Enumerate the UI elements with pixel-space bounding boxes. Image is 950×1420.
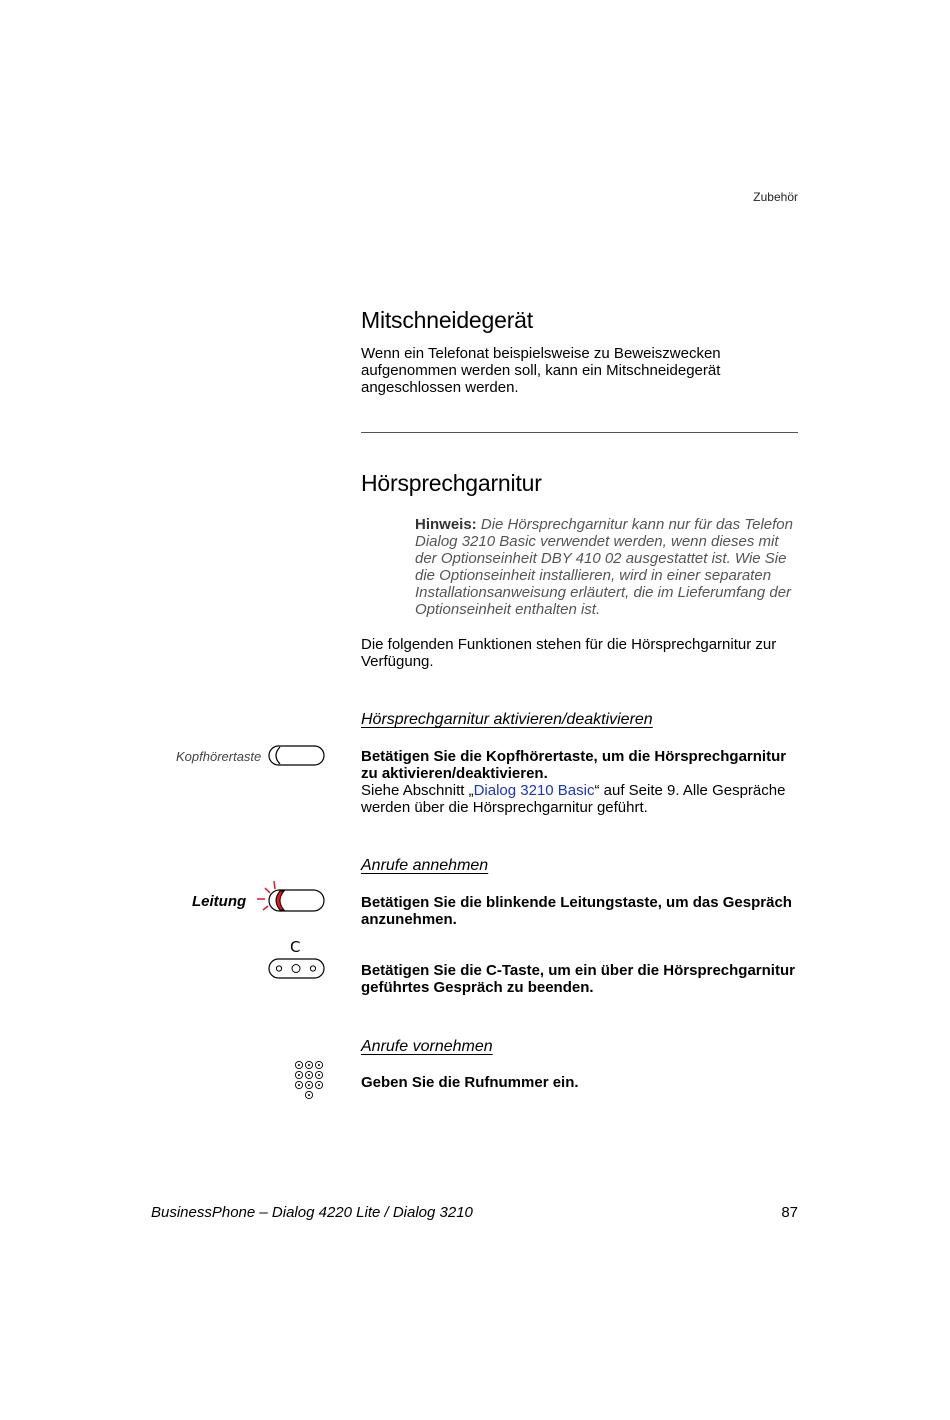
- headset-key-label: Kopfhörertaste: [176, 749, 262, 764]
- keypad-icon[interactable]: [294, 1060, 328, 1104]
- page-number: 87: [781, 1204, 798, 1221]
- mitschneide-paragraph: Wenn ein Telefonat beispielsweise zu Beweiszwecken aufgenommen werden soll, kann ein Mitschneidegerät angeschlossen werden.: [361, 345, 721, 396]
- c-key-caption: C: [290, 938, 301, 956]
- headset-key-icon[interactable]: [268, 745, 326, 767]
- activate-reference: [361, 782, 801, 816]
- line-key-blinking-icon[interactable]: [254, 880, 328, 916]
- line-key-label: Leitung: [192, 893, 247, 910]
- reference-suffix: “ auf Seite 9. Alle Gespräche werden über die Hörsprechgarnitur geführt.: [361, 782, 786, 816]
- footer-title: BusinessPhone – Dialog 4220 Lite / Dialog 3210: [151, 1204, 473, 1221]
- note-text: Die Hörsprechgarnitur kann nur für das Telefon Dialog 3210 Basic verwendet werden, wenn dieses mit der Optionseinheit DBY 410 02 ausgestattet ist. Wie Sie die Optionseinheit installieren, wird in einer separaten Installationsanweisung erläutert, die im Lieferumfang der Optionseinheit enthalten ist.: [415, 516, 793, 618]
- subheading-make-call: Anrufe vornehmen: [361, 1038, 493, 1055]
- activate-instruction: Betätigen Sie die Kopfhörertaste, um die Hörsprechgarnitur zu aktivieren/deaktivieren.: [361, 748, 787, 782]
- intro-paragraph: Die folgenden Funktionen stehen für die Hörsprechgarnitur zur Verfügung.: [361, 636, 777, 670]
- note-label: Hinweis:: [415, 516, 477, 533]
- reference-prefix: Siehe Abschnitt „: [361, 782, 474, 799]
- dialog-3210-basic-link[interactable]: Dialog 3210 Basic: [473, 782, 595, 799]
- section-title-mitschneidegeraet: Mitschneidegerät: [361, 307, 533, 333]
- subheading-answer: Anrufe annehmen: [361, 857, 489, 874]
- note-block: [415, 516, 803, 618]
- answer-instruction: Betätigen Sie die blinkende Leitungstaste, um das Gespräch anzunehmen.: [361, 894, 792, 928]
- section-divider: [361, 432, 798, 433]
- c-key-icon[interactable]: [268, 958, 326, 980]
- c-key-instruction: Betätigen Sie die C-Taste, um ein über die Hörsprechgarnitur geführtes Gespräch zu beenden.: [361, 962, 795, 996]
- section-header: Zubehör: [753, 190, 798, 204]
- section-title-hoersprechgarnitur: Hörsprechgarnitur: [361, 470, 542, 496]
- make-call-instruction: Geben Sie die Rufnummer ein.: [361, 1074, 579, 1091]
- subheading-activate: Hörsprechgarnitur aktivieren/deaktivieren: [361, 711, 653, 728]
